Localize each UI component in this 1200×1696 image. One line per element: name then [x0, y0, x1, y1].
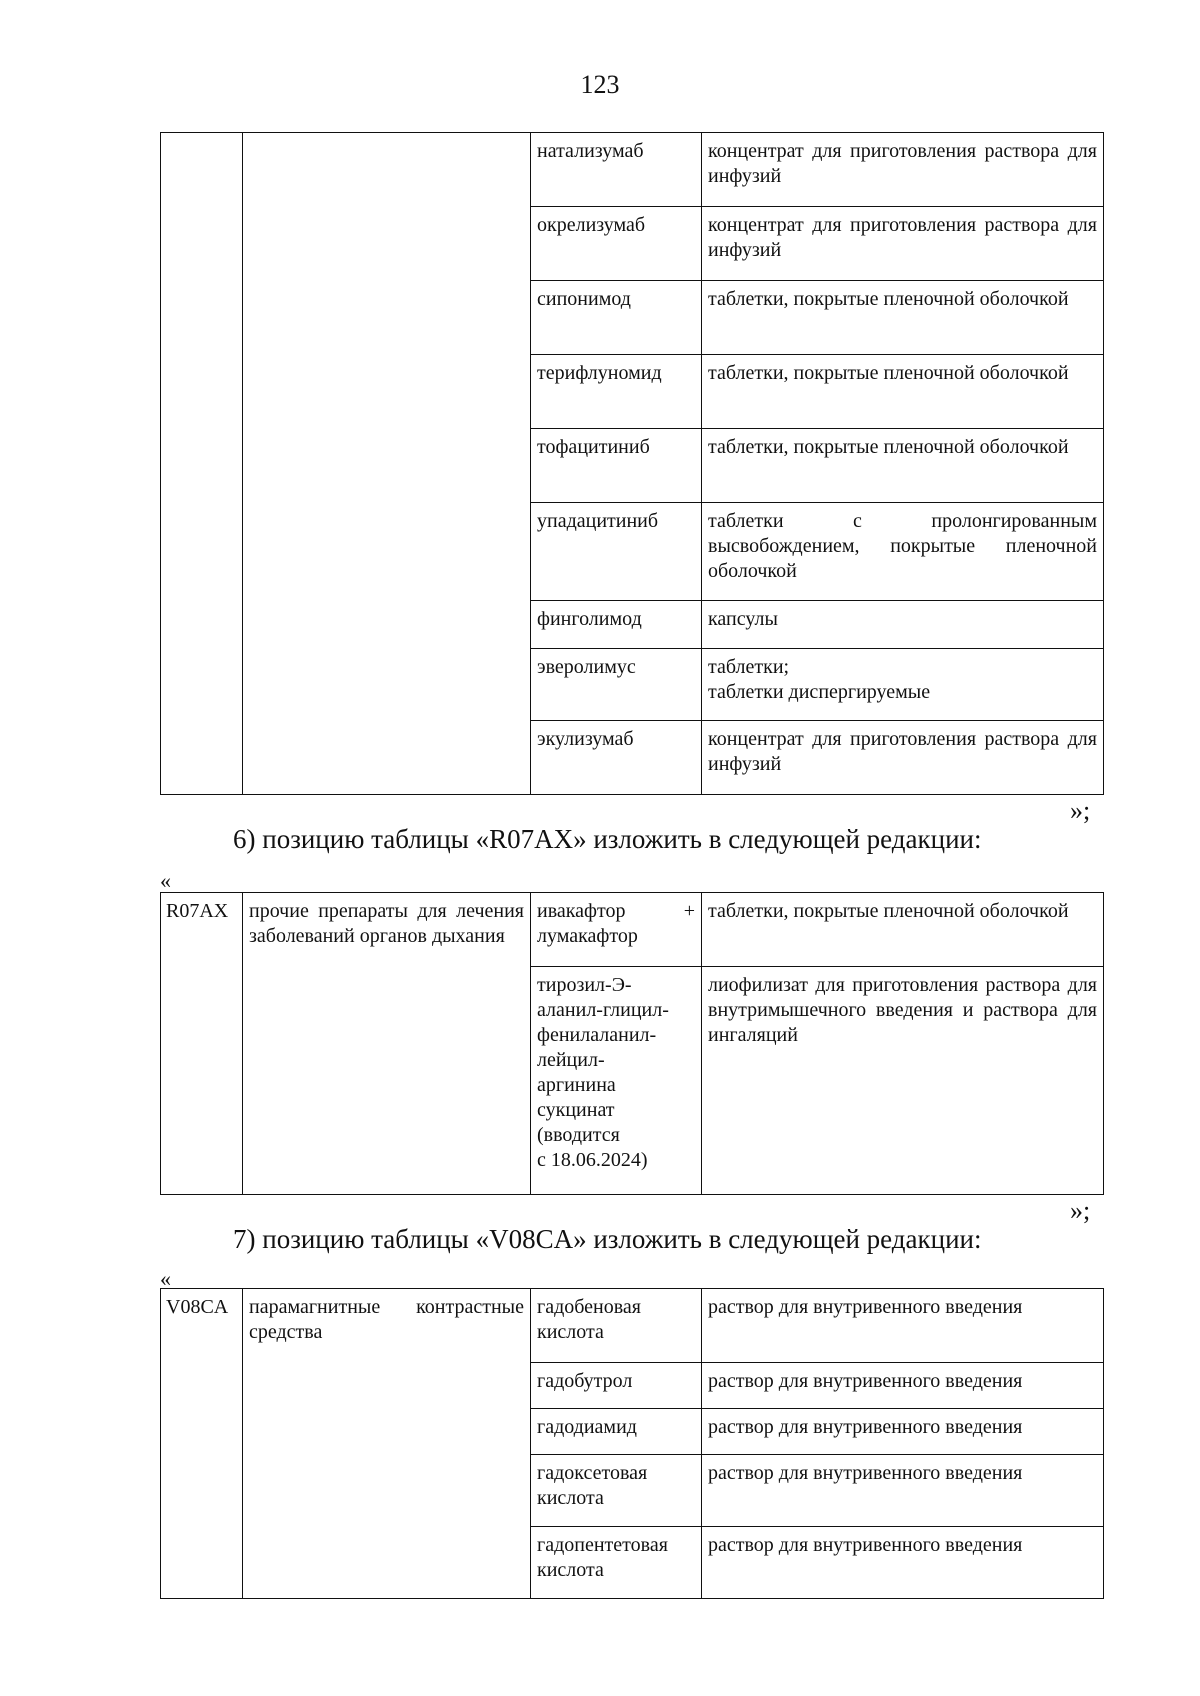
drug-name: окрелизумаб [531, 207, 702, 281]
page-number: 123 [580, 70, 620, 99]
dosage-form: раствор для внутривенного введения [702, 1527, 1104, 1599]
drug-name: гадоксетовая кислота [531, 1455, 702, 1527]
drug-name: гадобутрол [531, 1363, 702, 1409]
dosage-form: концентрат для приготовления раствора для инфузий [702, 133, 1104, 207]
dosage-form: таблетки, покрытые пленочной оболочкой [702, 281, 1104, 355]
drug-table-continued [160, 132, 1104, 795]
table-row [161, 1289, 1104, 1363]
dosage-form: раствор для внутривенного введения [702, 1409, 1104, 1455]
closing-quote: »; [1070, 1196, 1091, 1225]
atc-code: R07AX [161, 893, 243, 1195]
table-row [161, 133, 1104, 207]
dosage-form: лиофилизат для приготовления раствора для внутримышечного введения и раствора для ингаляций [702, 967, 1104, 1195]
atc-group: прочие препараты для лечения заболеваний органов дыхания [243, 893, 531, 1195]
drug-name: экулизумаб [531, 721, 702, 795]
dosage-form: концентрат для приготовления раствора для инфузий [702, 207, 1104, 281]
drug-name: сипонимод [531, 281, 702, 355]
dosage-form: таблетки, покрытые пленочной оболочкой [702, 429, 1104, 503]
drug-name: ивакафтор + лумакафтор [531, 893, 702, 967]
dosage-form: таблетки, покрытые пленочной оболочкой [702, 355, 1104, 429]
closing-quote: »; [1070, 796, 1091, 825]
drug-name: тирозил-Э- аланил-глицил- фенилаланил- лейцил- аргинина сукцинат (вводится с 18.06.2024) [531, 967, 702, 1195]
drug-name: терифлуномид [531, 355, 702, 429]
drug-table-v08ca [160, 1288, 1104, 1599]
dosage-form: раствор для внутривенного введения [702, 1363, 1104, 1409]
drug-name: финголимод [531, 601, 702, 649]
opening-quote: « [160, 868, 171, 893]
dosage-form: таблетки с пролонгированным высвобождением, покрытые пленочной оболочкой [702, 503, 1104, 601]
dosage-form: капсулы [702, 601, 1104, 649]
dosage-form: таблетки, покрытые пленочной оболочкой [702, 893, 1104, 967]
dosage-form: раствор для внутривенного введения [702, 1289, 1104, 1363]
drug-name: тофацитиниб [531, 429, 702, 503]
table-row [161, 893, 1104, 967]
atc-group: парамагнитные контрастные средства [243, 1289, 531, 1599]
atc-code: V08CA [161, 1289, 243, 1599]
drug-name: упадацитиниб [531, 503, 702, 601]
drug-name: гадодиамид [531, 1409, 702, 1455]
dosage-form: раствор для внутривенного введения [702, 1455, 1104, 1527]
group-cell-empty [243, 133, 531, 795]
drug-name: эверолимус [531, 649, 702, 721]
drug-name: гадопентетовая кислота [531, 1527, 702, 1599]
code-cell-empty [161, 133, 243, 795]
dosage-form: концентрат для приготовления раствора для инфузий [702, 721, 1104, 795]
section-heading-7: 7) позицию таблицы «V08CA» изложить в следующей редакции: [233, 1224, 982, 1254]
section-heading-6: 6) позицию таблицы «R07AX» изложить в следующей редакции: [233, 824, 982, 854]
drug-name: натализумаб [531, 133, 702, 207]
dosage-form: таблетки; таблетки диспергируемые [702, 649, 1104, 721]
drug-table-r07ax [160, 892, 1104, 1195]
opening-quote: « [160, 1266, 171, 1291]
drug-name: гадобеновая кислота [531, 1289, 702, 1363]
